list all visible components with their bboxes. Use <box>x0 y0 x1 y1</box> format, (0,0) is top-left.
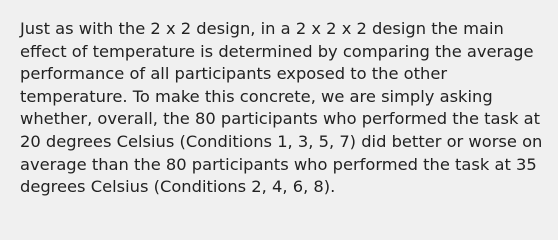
paragraph-line-4: temperature. To make this concrete, we are simply asking <box>20 86 493 106</box>
paragraph-line-3: performance of all participants exposed to the other <box>20 64 448 84</box>
paragraph-line-7: average than the 80 participants who performed the task at 35 <box>20 154 537 174</box>
paragraph-line-8: degrees Celsius (Conditions 2, 4, 6, 8). <box>20 177 336 197</box>
paragraph-line-5: whether, overall, the 80 participants who performed the task at <box>20 109 540 129</box>
paragraph-line-2: effect of temperature is determined by comparing the average <box>20 41 534 61</box>
body-paragraph <box>20 18 548 199</box>
paragraph-line-1: Just as with the 2 x 2 design, in a 2 x 2 x 2 design the main <box>20 19 504 38</box>
paragraph-line-6: 20 degrees Celsius (Conditions 1, 3, 5, 7) did better or worse on <box>20 131 543 151</box>
